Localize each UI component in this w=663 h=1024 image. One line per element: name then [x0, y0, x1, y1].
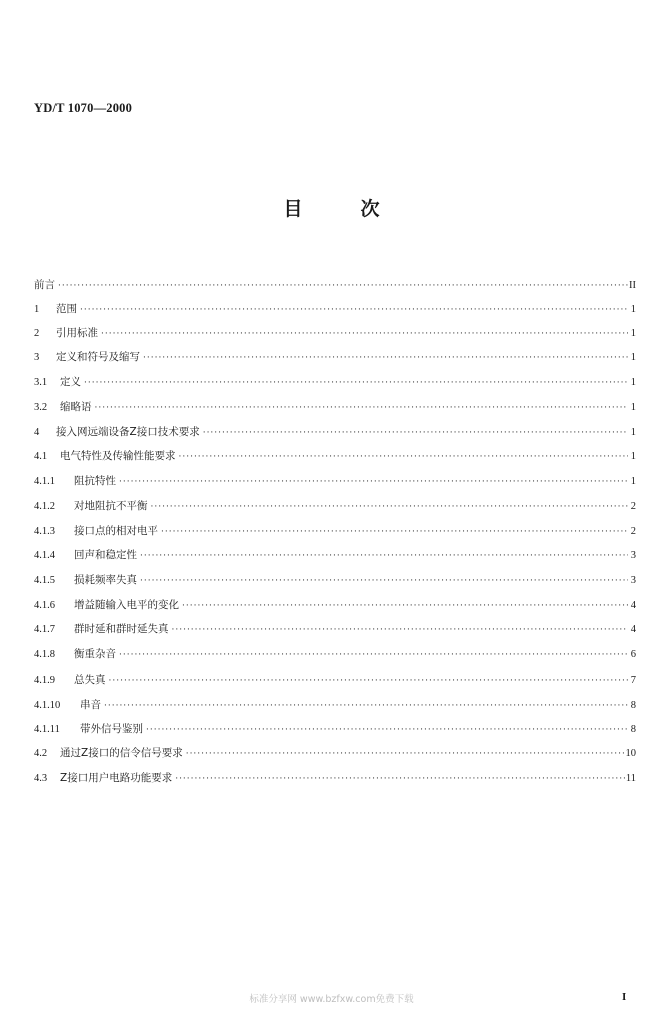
watermark: 标准分享网 www.bzfxw.com免费下载: [249, 994, 414, 1005]
toc-entry: [34, 769, 636, 787]
toc-leader-dots: [143, 721, 628, 739]
toc-entry-page: 2: [630, 526, 636, 537]
toc-entry-page: 3: [630, 550, 636, 561]
toc-entry-number: 4: [34, 427, 40, 438]
toc-entry-number: 1: [34, 304, 40, 315]
toc-entry-page: 1: [630, 402, 636, 413]
toc-entry: [34, 645, 636, 663]
toc-entry-label: Z接口用户电路功能要求: [60, 772, 173, 784]
toc-leader-dots: [137, 572, 628, 590]
toc-leader-dots: [179, 597, 628, 615]
toc-entry-number: 4.1.11: [34, 724, 60, 735]
toc-entry: [34, 348, 636, 366]
toc-entry-label: 引用标准: [56, 327, 98, 339]
standard-code: YD/T 1070—2000: [34, 101, 133, 115]
toc-entry-label: 衡重杂音: [74, 648, 116, 660]
toc-entry-number: 4.1.2: [34, 501, 55, 512]
toc-entry-page: 1: [630, 377, 636, 388]
toc-entry-label: 通过Z接口的信令信号要求: [60, 747, 183, 759]
toc-entry-label: 前言: [34, 279, 55, 291]
toc-entry-page: 1: [630, 304, 636, 315]
toc-leader-dots: [140, 349, 628, 367]
toc-entry-label: 接口点的相对电平: [74, 525, 158, 537]
toc-entry: [34, 546, 636, 564]
toc-entry: [34, 620, 636, 638]
toc-leader-dots: [116, 473, 628, 491]
toc-entry: [34, 373, 636, 391]
toc-entry: [34, 447, 636, 465]
toc-entry-number: 3.1: [34, 377, 48, 388]
toc-leader-dots: [172, 770, 626, 788]
toc-entry: [34, 744, 636, 762]
toc-entry-page: 1: [630, 451, 636, 462]
toc-entry-number: 4.1.10: [34, 700, 61, 711]
toc-entry-number: 4.1.1: [34, 476, 55, 487]
toc-entry-page: 7: [630, 675, 636, 686]
toc-entry: [34, 696, 636, 714]
toc-entry-label: 缩略语: [60, 401, 92, 413]
toc-entry-number: 4.1: [34, 451, 48, 462]
toc-leader-dots: [148, 498, 629, 516]
toc-entry-number: 4.1.6: [34, 600, 55, 611]
toc-entry-page: 2: [630, 501, 636, 512]
toc-entry-number: 4.1.3: [34, 526, 55, 537]
toc-entry-label: 回声和稳定性: [74, 549, 137, 561]
toc-entry-page: 8: [630, 700, 636, 711]
toc-entry-label: 阻抗特性: [74, 475, 116, 487]
toc-entry-number: 4.1.7: [34, 624, 55, 635]
toc-entry-label: 对地阻抗不平衡: [74, 500, 148, 512]
toc-entry-page: 6: [630, 649, 636, 660]
toc-entry-page: 11: [625, 773, 636, 784]
toc-leader-dots: [200, 424, 628, 442]
toc-entry-number: 4.2: [34, 748, 48, 759]
toc-entry-number: 4.1.8: [34, 649, 55, 660]
toc-entry: [34, 571, 636, 589]
title-part-1: 目: [283, 198, 303, 220]
toc-entry-page: 1: [630, 476, 636, 487]
toc-entry-label: 损耗频率失真: [74, 574, 137, 586]
toc-leader-dots: [116, 646, 628, 664]
page-title: [0, 194, 663, 221]
toc-entry-number: 4.3: [34, 773, 48, 784]
page-number: I: [622, 991, 627, 1003]
toc-entry-number: 2: [34, 328, 40, 339]
toc-entry-number: 3: [34, 352, 40, 363]
toc-leader-dots: [106, 672, 629, 690]
toc-entry-page: 1: [630, 352, 636, 363]
toc-entry-label: 范围: [56, 303, 77, 315]
toc-entry: [34, 423, 636, 441]
toc-leader-dots: [176, 448, 629, 466]
toc-entry-number: 4.1.9: [34, 675, 55, 686]
toc-entry-label: 群时延和群时延失真: [74, 623, 169, 635]
toc-leader-dots: [77, 301, 628, 319]
toc-entry-number: 4.1.4: [34, 550, 55, 561]
toc-entry-page: 10: [625, 748, 636, 759]
toc-leader-dots: [92, 399, 629, 417]
toc-entry: [34, 720, 636, 738]
toc-leader-dots: [55, 277, 628, 295]
toc-entry-label: 串音: [80, 699, 101, 711]
toc-entry-page: 4: [630, 600, 636, 611]
toc-entry-page: II: [629, 280, 636, 291]
toc-leader-dots: [81, 374, 628, 392]
title-part-2: 次: [360, 198, 380, 220]
toc-entry-label: 电气特性及传输性能要求: [60, 450, 176, 462]
toc-entry: [34, 324, 636, 342]
toc-entry-label: 带外信号鉴别: [80, 723, 143, 735]
toc-entry: [34, 497, 636, 515]
toc-leader-dots: [183, 745, 626, 763]
toc-leader-dots: [169, 621, 629, 639]
toc-entry-label: 总失真: [74, 674, 106, 686]
toc-entry: [34, 472, 636, 490]
toc-entry-number: 3.2: [34, 402, 48, 413]
toc-leader-dots: [158, 523, 628, 541]
toc-entry-label: 接入网远端设备Z接口技术要求: [56, 426, 200, 438]
toc-entry-page: 3: [630, 575, 636, 586]
toc-entry: [34, 596, 636, 614]
toc-leader-dots: [137, 547, 628, 565]
toc-entry-page: 1: [630, 328, 636, 339]
toc-entry: [34, 671, 636, 689]
toc-entry: [34, 300, 636, 318]
toc-entry-label: 定义: [60, 376, 81, 388]
toc-entry-page: 8: [630, 724, 636, 735]
toc-entry-page: 1: [630, 427, 636, 438]
toc-entry-label: 定义和符号及缩写: [56, 351, 140, 363]
toc-entry-number: 4.1.5: [34, 575, 55, 586]
toc-leader-dots: [101, 697, 628, 715]
toc-entry-page: 4: [630, 624, 636, 635]
toc-entry: [34, 276, 636, 294]
toc-entry: [34, 522, 636, 540]
toc-leader-dots: [98, 325, 628, 343]
toc-entry: [34, 398, 636, 416]
toc-entry-label: 增益随输入电平的变化: [74, 599, 179, 611]
